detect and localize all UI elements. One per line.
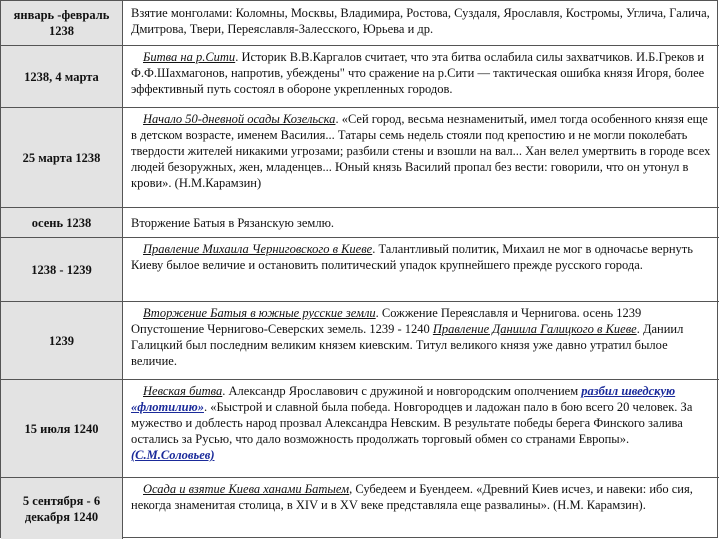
- table-row: [1, 477, 719, 539]
- event-text: . Александр Ярославович с дружиной и новгородским ополчением: [222, 384, 582, 398]
- event-link[interactable]: Правление Михаила Черниговского в Киеве: [143, 242, 373, 256]
- date-cell: 25 марта 1238: [1, 108, 123, 207]
- date-cell: 5 сентября - 6 декабря 1240: [1, 478, 123, 539]
- event-link[interactable]: Вторжение Батыя в южные русские земли: [143, 306, 376, 320]
- event-link[interactable]: Невская битва: [143, 384, 223, 398]
- event-cell: [123, 238, 719, 301]
- event-link[interactable]: Осада и взятие Киева ханами Батыем: [143, 482, 350, 496]
- table-row: [1, 237, 719, 301]
- date-cell: 1238 - 1239: [1, 238, 123, 301]
- event-cell: [123, 302, 719, 379]
- event-text-2: . Даниил Галицкий был последним великим князем киевским. Титул великого князя уже давно утратил былое величие.: [131, 322, 684, 368]
- event-text-2: . «Быстрой и славной была победа. Новгородцев и ладожан пало в бою всего 20 человек. За мужество и доблесть народ прозвал Александра Невским. В результате победы берега Финского залива остались за Русью, что дало возможность продолжать торговый обмен со странами Европы».: [131, 400, 693, 446]
- event-link[interactable]: Битва на р.Сити: [143, 50, 236, 64]
- date-cell: январь -февраль 1238: [1, 1, 123, 45]
- event-cell: [123, 208, 719, 237]
- table-row: [1, 301, 719, 379]
- event-cell: [123, 1, 719, 45]
- event-cell: [123, 478, 719, 539]
- table-row: [1, 207, 719, 237]
- event-text: Вторжение Батыя в Рязанскую землю.: [131, 215, 335, 230]
- event-text: . Талантливый политик, Михаил не мог в одночасье вернуть Киеву былое величие и остановить политический упадок крупнейшего прежде русского города.: [131, 242, 693, 272]
- event-link[interactable]: Начало 50-дневной осады Козельска: [143, 112, 336, 126]
- event-text: . Сожжение Переяславля и Чернигова. осень 1239 Опустошение Чернигово-Северских земель. 1239 - 1240: [131, 306, 642, 336]
- event-cell: [123, 46, 719, 107]
- date-cell: осень 1238: [1, 208, 123, 237]
- date-cell: 1238, 4 марта: [1, 46, 123, 107]
- date-cell: 1239: [1, 302, 123, 379]
- event-link-2[interactable]: Правление Даниила Галицкого в Киеве: [432, 322, 637, 336]
- event-text: . Историк В.В.Каргалов считает, что эта битва ослабила силы захватчиков. И.Б.Греков и Ф.Ф.Шахмагонов, напротив, убеждены" что сражение на р.Сити — тактическая ошибка князя Игоря, более эффективный путь состоял в обороне укрепленных городов.: [131, 50, 705, 96]
- source-link[interactable]: (С.М.Соловьев): [131, 448, 215, 462]
- table-row: [1, 107, 719, 207]
- table-row: [1, 45, 719, 107]
- event-text: . «Сей город, весьма незнаменитый, имел тогда особенного князя еще в детском возрасте, именем Василия... Татары семь недель стояли под крепостию и не могли поколебать твердости жителей никакими угрозами; разбили стены и взошли на вал... Хан велел умертвить в городе всех людей безоружных, жен, младенцев... Юный князь Василий пропал без вести: говорили, что он утонул в крови». (Н.М.Карамзин): [131, 112, 711, 190]
- event-text: , Субедеем и Буендеем. «Древний Киев исчез, и навеки: ибо сия, некогда знаменитая столица, в XIV и в XV веке представляла еще развалины». (Н.М. Карамзин).: [131, 482, 693, 512]
- table-row: [1, 1, 719, 45]
- event-link-2[interactable]: разбил шведскую «флотилию»: [131, 384, 676, 414]
- event-text: Взятие монголами: Коломны, Москвы, Владимира, Ростова, Суздаля, Ярославля, Костромы, Углича, Галича, Дмитрова, Твери, Переяславля-Залесского, Юрьева и др.: [131, 6, 710, 36]
- event-cell: [123, 380, 719, 477]
- event-cell: [123, 108, 719, 207]
- table-row: [1, 379, 719, 477]
- date-cell: 15 июля 1240: [1, 380, 123, 477]
